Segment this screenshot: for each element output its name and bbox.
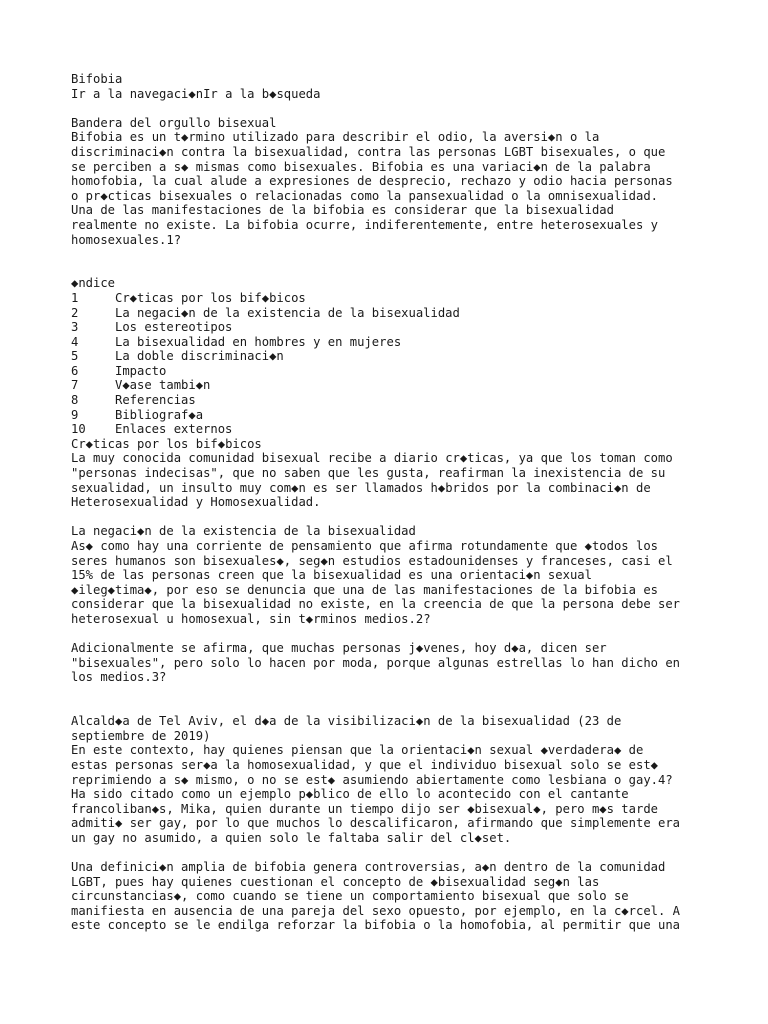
toc-item[interactable]	[71, 349, 701, 364]
toc-link[interactable]: Bibliograf◆a	[115, 407, 204, 422]
toc-link[interactable]: La negaci◆n de la existencia de la bisexualidad	[115, 305, 460, 320]
text-line: circunstancias◆, como cuando se tiene un comportamiento bisexual que solo se	[71, 889, 629, 904]
text-line: Bifobia es un t◆rmino utilizado para describir el odio, la aversi◆n o la	[71, 130, 600, 145]
text-line: sexualidad, un insulto muy com◆n es ser llamados h◆bridos por la combinaci◆n de	[71, 480, 651, 495]
text-line: estas personas ser◆a la homosexualidad, y que el individuo bisexual solo se est◆	[71, 757, 658, 772]
criticas-paragraph	[71, 451, 701, 509]
toc-item[interactable]	[71, 393, 701, 408]
text-line: En este contexto, hay quienes piensan que la orientaci◆n sexual ◆verdadera◆ de	[71, 743, 644, 758]
negacion-paragraph-2	[71, 641, 701, 685]
document-page	[71, 72, 701, 933]
toc-item[interactable]	[71, 320, 701, 335]
toc-link[interactable]: Impacto	[115, 363, 167, 378]
text-line: los medios.3?	[71, 670, 167, 685]
text-line: septiembre de 2019)	[71, 728, 211, 743]
page-title: Bifobia	[71, 72, 123, 86]
text-line: Heterosexualidad y Homosexualidad.	[71, 495, 321, 510]
text-line: discriminaci◆n contra la bisexualidad, contra las personas LGBT bisexuales, o que	[71, 144, 666, 159]
text-line: admiti◆ ser gay, por lo que muchos lo descalificaron, afirmando que simplemente era	[71, 816, 681, 831]
text-line: La muy conocida comunidad bisexual recibe a diario cr◆ticas, ya que los toman como	[71, 451, 673, 466]
toc-item[interactable]	[71, 335, 701, 350]
flag-caption: Bandera del orgullo bisexual	[71, 115, 277, 130]
text-line: "bisexuales", pero solo lo hacen por moda, porque algunas estrellas lo han dicho en	[71, 655, 681, 670]
toc-link[interactable]: V◆ase tambi◆n	[115, 378, 211, 393]
text-line: ◆ileg◆tima◆, por eso se denuncia que una de las manifestaciones de la bifobia es	[71, 582, 658, 597]
toc-item[interactable]	[71, 364, 701, 379]
text-line: Una de las manifestaciones de la bifobia es considerar que la bisexualidad	[71, 203, 614, 218]
toc-link[interactable]: Cr◆ticas por los bif◆bicos	[115, 290, 306, 305]
toc-link[interactable]: La bisexualidad en hombres y en mujeres	[115, 334, 402, 349]
text-line: Adicionalmente se afirma, que muchas personas j◆venes, hoy d◆a, dicen ser	[71, 641, 607, 656]
text-line: reprimiendo a s◆ mismo, o no se est◆ asumiendo abiertamente como lesbiana o gay.4?	[71, 772, 673, 787]
text-line: francoliban◆s, Mika, quien durante un tiempo dijo ser ◆bisexual◆, pero m◆s tarde	[71, 801, 658, 816]
toc-number: 1	[71, 290, 79, 305]
intro-paragraph	[71, 130, 701, 247]
text-line: heterosexual u homosexual, sin t◆rminos medios.2?	[71, 611, 431, 626]
text-line: Una definici◆n amplia de bifobia genera controversias, a◆n dentro de la comunidad	[71, 860, 666, 875]
toc-link[interactable]: La doble discriminaci◆n	[115, 349, 284, 364]
text-line: manifiesta en ausencia de una pareja del sexo opuesto, por ejemplo, en la c◆rcel. A	[71, 903, 681, 918]
text-line: "personas indecisas", que no saben que les gusta, reafirman la inexistencia de su	[71, 466, 666, 481]
text-line: este concepto se le endilga reforzar la bifobia o la homofobia, al permitir que una	[71, 918, 681, 933]
text-line: Alcald◆a de Tel Aviv, el d◆a de la visibilizaci◆n de la bisexualidad (23 de	[71, 714, 622, 729]
toc-item[interactable]	[71, 306, 701, 321]
toc-number: 3	[71, 320, 79, 335]
negacion-paragraph-4	[71, 860, 701, 933]
toc-number: 6	[71, 363, 79, 378]
toc-item[interactable]	[71, 422, 701, 437]
toc-number: 2	[71, 305, 79, 320]
text-line: un gay no asumido, a quien solo le faltaba salir del cl◆set.	[71, 830, 512, 845]
text-line: realmente no existe. La bifobia ocurre, indiferentemente, entre heterosexuales y	[71, 217, 658, 232]
toc-link[interactable]: Enlaces externos	[115, 422, 233, 437]
text-line: seres humanos son bisexuales◆, seg◆n estudios estadounidenses y franceses, casi el	[71, 553, 673, 568]
negacion-paragraph-1	[71, 539, 701, 627]
text-line: considerar que la bisexualidad no existe, en la creencia de que la persona debe ser	[71, 597, 681, 612]
text-line: Ha sido citado como un ejemplo p◆blico de ello lo acontecido con el cantante	[71, 787, 629, 802]
toc-link[interactable]: Referencias	[115, 393, 196, 408]
text-line: se perciben a s◆ mismas como bisexuales. Bifobia es una variaci◆n de la palabra	[71, 159, 651, 174]
toc-number: 8	[71, 393, 79, 408]
skip-navigation-links[interactable]: Ir a la navegaci◆nIr a la b◆squeda	[71, 86, 321, 101]
negacion-paragraph-3	[71, 743, 701, 845]
toc-number: 5	[71, 349, 79, 364]
toc-number: 9	[71, 407, 79, 422]
toc-title: ◆ndice	[71, 276, 116, 291]
text-line: 15% de las personas creen que la bisexualidad es una orientaci◆n sexual	[71, 568, 592, 583]
toc-number: 7	[71, 378, 79, 393]
section-heading-negacion: La negaci◆n de la existencia de la bisexualidad	[71, 524, 416, 539]
section-heading-criticas: Cr◆ticas por los bif◆bicos	[71, 436, 262, 451]
text-line: o pr◆cticas bisexuales o relacionadas como la pansexualidad o la omnisexualidad.	[71, 188, 658, 203]
text-line: homosexuales.1?	[71, 232, 182, 247]
text-line: As◆ como hay una corriente de pensamiento que afirma rotundamente que ◆todos los	[71, 539, 658, 553]
toc-number: 4	[71, 334, 79, 349]
toc-item[interactable]	[71, 291, 701, 306]
toc-number: 10	[71, 422, 86, 437]
toc-link[interactable]: Los estereotipos	[115, 320, 233, 335]
toc-item[interactable]	[71, 378, 701, 393]
text-line: LGBT, pues hay quienes cuestionan el concepto de ◆bisexualidad seg◆n las	[71, 874, 600, 889]
table-of-contents	[71, 276, 701, 437]
image-caption-tel-aviv	[71, 714, 701, 743]
text-line: homofobia, la cual alude a expresiones de desprecio, rechazo y odio hacia personas	[71, 174, 673, 189]
toc-item[interactable]	[71, 408, 701, 423]
